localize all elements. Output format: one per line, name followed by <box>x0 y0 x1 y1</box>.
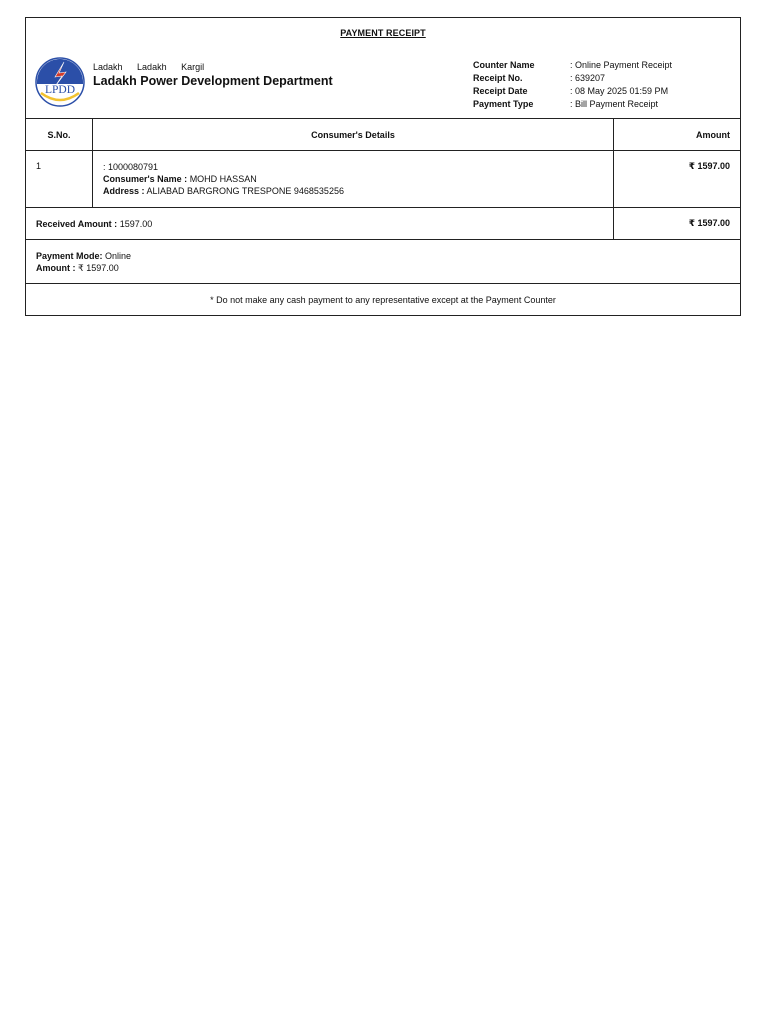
payment-amount-line: Amount : ₹ 1597.00 <box>36 263 119 273</box>
logo-text: LPDD <box>44 84 76 96</box>
payment-mode-section <box>26 240 740 284</box>
receipt-meta <box>473 59 672 111</box>
row-consumer-details <box>93 151 614 207</box>
row-amount: ₹ 1597.00 <box>688 161 730 171</box>
table-row <box>26 151 740 208</box>
receipt-title: PAYMENT RECEIPT <box>340 28 426 38</box>
consumer-address: ALIABAD BARGRONG TRESPONE 9468535256 <box>146 186 344 196</box>
payment-amount-value: ₹ 1597.00 <box>78 263 119 273</box>
table-header-row <box>26 119 740 151</box>
meta-receipt-date: Receipt Date : 08 May 2025 01:59 PM <box>473 86 669 96</box>
received-amount-cell: Received Amount : 1597.00 <box>26 208 614 239</box>
payment-receipt <box>25 17 741 316</box>
row-sno: 1 <box>26 151 93 207</box>
location-1: Ladakh <box>93 62 123 72</box>
meta-counter-name: Counter Name : Online Payment Receipt <box>473 60 673 70</box>
received-amount-row <box>26 208 740 240</box>
payment-mode-line: Payment Mode: Online <box>36 251 132 261</box>
consumer-name: MOHD HASSAN <box>189 174 257 184</box>
location-2: Ladakh <box>137 62 167 72</box>
organization-name: Ladakh Power Development Department <box>93 74 333 88</box>
received-amount-total: ₹ 1597.00 <box>688 218 730 228</box>
received-amount-value: 1597.00 <box>119 218 153 229</box>
location-line <box>93 62 216 72</box>
footer-note: * Do not make any cash payment to any representative except at the Payment Counter <box>210 294 556 305</box>
receipt-header <box>26 18 740 119</box>
payment-mode-value: Online <box>105 251 132 261</box>
header-amount: Amount <box>696 129 730 140</box>
consumer-number: : 1000080791 <box>103 162 159 172</box>
header-sno: S.No. <box>26 119 93 150</box>
lpdd-logo <box>35 57 85 107</box>
header-consumer-details: Consumer's Details <box>93 119 614 150</box>
meta-payment-type: Payment Type : Bill Payment Receipt <box>473 99 659 109</box>
consumer-address-line: Address : ALIABAD BARGRONG TRESPONE 9468535256 <box>103 186 344 196</box>
location-3: Kargil <box>181 62 205 72</box>
consumer-name-line: Consumer's Name : MOHD HASSAN <box>103 174 257 184</box>
meta-receipt-no: Receipt No. : 639207 <box>473 73 606 83</box>
